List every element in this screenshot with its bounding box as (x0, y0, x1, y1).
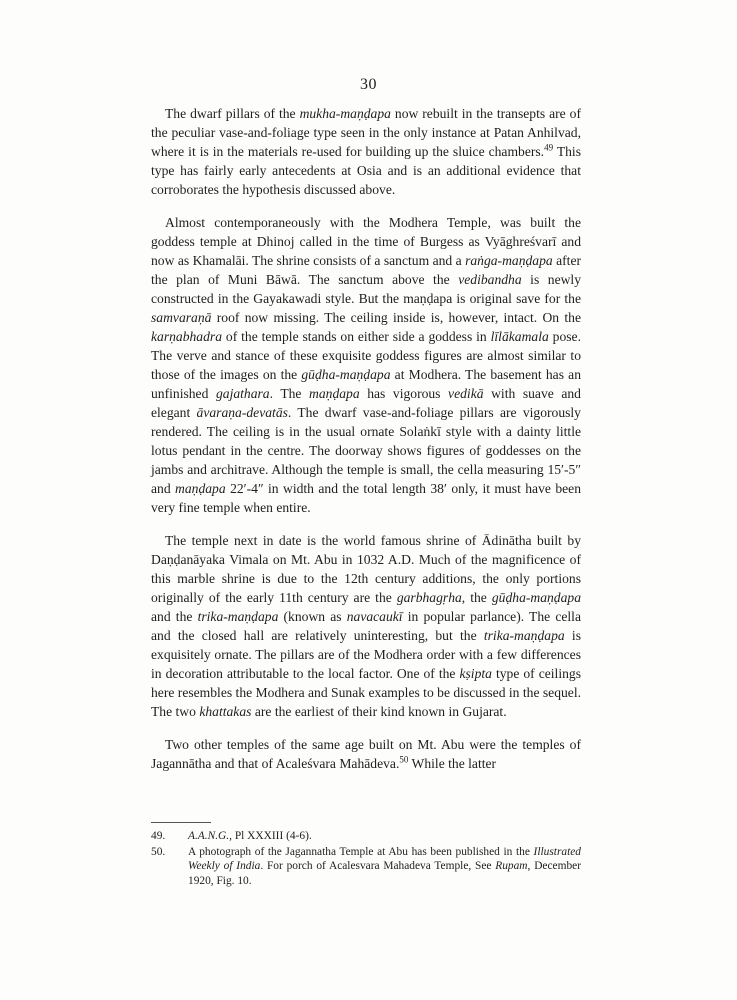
italic-term: mukha-maṇḍapa (299, 106, 391, 121)
italic-term: vedikā (448, 386, 484, 401)
italic-term: trika-maṇḍapa (197, 609, 279, 624)
italic-term: gajathara (215, 386, 270, 401)
text-run: type of ceilings here resembles the Modhera and Sunak examples to be discussed in the sequel. The two (151, 666, 581, 719)
text-run: , Pl XXXIII (4-6). (229, 830, 312, 842)
italic-term: kṣipta (459, 666, 492, 681)
text-run: (known as (278, 609, 347, 624)
text-run: in popular parlance). The cella and the closed hall are relatively uninteresting, but the (151, 609, 581, 643)
italic-term: A.A.N.G. (188, 830, 230, 842)
footnote-number: 49. (151, 830, 166, 842)
italic-term: khattakas (199, 704, 252, 719)
italic-term: maṇḍapa (309, 386, 360, 401)
italic-term: navacaukī (346, 609, 403, 624)
text-run: roof now missing. The ceiling inside is, however, intact. On the (211, 310, 581, 325)
paragraph (151, 104, 581, 199)
body-text (151, 104, 581, 773)
text-run: pose. The verve and stance of these exquisite goddess figures are almost similar to those of the images on the (151, 329, 581, 382)
text-run: are the earliest of their kind known in Gujarat. (251, 704, 507, 719)
italic-term: trika-maṇḍapa (483, 628, 565, 643)
paragraph (151, 735, 581, 773)
footnote-reference: 49 (544, 142, 554, 153)
text-run: of the temple stands on either side a goddess in (222, 329, 491, 344)
italic-term: vedibandha (458, 272, 522, 287)
text-run: with suave and elegant (151, 386, 581, 420)
text-run: While the latter (408, 756, 497, 771)
footnote (151, 829, 581, 844)
footnote-reference: 50 (399, 754, 409, 765)
text-run: A photograph of the Jagannatha Temple at Abu has been published in the (188, 845, 534, 858)
text-run: . For porch of Acalesvara Mahadeva Temple, See (260, 860, 496, 872)
text-run: now rebuilt in the transepts are of the peculiar vase-and-foliage type seen in the only instance at Patan Anhilvad, where it is in the materials re-used for building up the sluice chambers. (151, 106, 581, 159)
italic-term: raṅga-maṇḍapa (465, 253, 553, 268)
text-run: . The (269, 386, 310, 401)
footnote-divider (151, 822, 211, 823)
text-run: at Modhera. The basement has an unfinished (151, 367, 581, 401)
italic-term: maṇḍapa (175, 481, 226, 496)
text-run: is exquisitely ornate. The pillars are of the Modhera order with a few differences in decoration attributable to the local factor. One of the (151, 628, 581, 681)
italic-term: gūḍha-maṇḍapa (491, 590, 581, 605)
text-run: Two other temples of the same age built on Mt. Abu were the temples of Jagannātha and that of Acaleśvara Mahādeva. (151, 737, 581, 771)
text-run: This type has fairly early antecedents at Osia and is an additional evidence that corroborates the hypothesis discussed above. (151, 144, 581, 197)
text-run: has vigorous (359, 386, 449, 401)
text-run: The dwarf pillars of the (165, 106, 300, 121)
italic-term: gūḍha-maṇḍapa (301, 367, 391, 382)
text-run: , the (461, 590, 492, 605)
text-run: The temple next in date is the world famous shrine of Ādinātha built by Daṇḍanāyaka Vimala on Mt. Abu in 1032 A.D. Much of the magnificence of this marble shrine is due to the 12th century additions, the only portions originally of the early 11th century are the (151, 533, 581, 605)
text-run: . The dwarf vase-and-foliage pillars are vigorously rendered. The ceiling is in the usual ornate Solaṅkī style with a dainty little lotus pendant in the centre. The doorway shows figures of goddesses on the jambs and architrave. Although the temple is small, the cella measuring 15′-5″ and (151, 405, 581, 496)
italic-term: Rupam (495, 860, 528, 872)
text-run: , December 1920, Fig. 10. (188, 860, 581, 887)
footnote-text (188, 829, 581, 844)
text-run: 22′-4″ in width and the total length 38′ only, it must have been very fine temple when entire. (151, 481, 581, 515)
text-run: is newly constructed in the Gayakawadi style. But the maṇḍapa is original save for the (151, 272, 581, 306)
italic-term: samvaraṇā (151, 310, 212, 325)
italic-term: līlākamala (490, 329, 549, 344)
italic-term: karṇabhadra (151, 329, 222, 344)
italic-term: āvaraṇa-devatās (196, 405, 288, 420)
page-number: 30 (360, 76, 377, 93)
text-run: Almost contemporaneously with the Modhera Temple, was built the goddess temple at Dhinoj called in the time of Burgess as Vyāghreśvarī and now as Khamalāi. The shrine consists of a sanctum and a (151, 215, 581, 268)
paragraph (151, 213, 581, 517)
footnotes-section (151, 822, 581, 889)
footnote-number: 50. (151, 845, 166, 858)
italic-term: Illustrated Weekly of India (188, 845, 581, 872)
footnote (151, 845, 581, 889)
text-run: and the (151, 609, 198, 624)
italic-term: garbhagṛha (396, 590, 462, 605)
text-run: after the plan of Muni Bāwā. The sanctum above the (151, 253, 582, 287)
paragraph (151, 531, 581, 721)
footnote-text (188, 845, 581, 889)
